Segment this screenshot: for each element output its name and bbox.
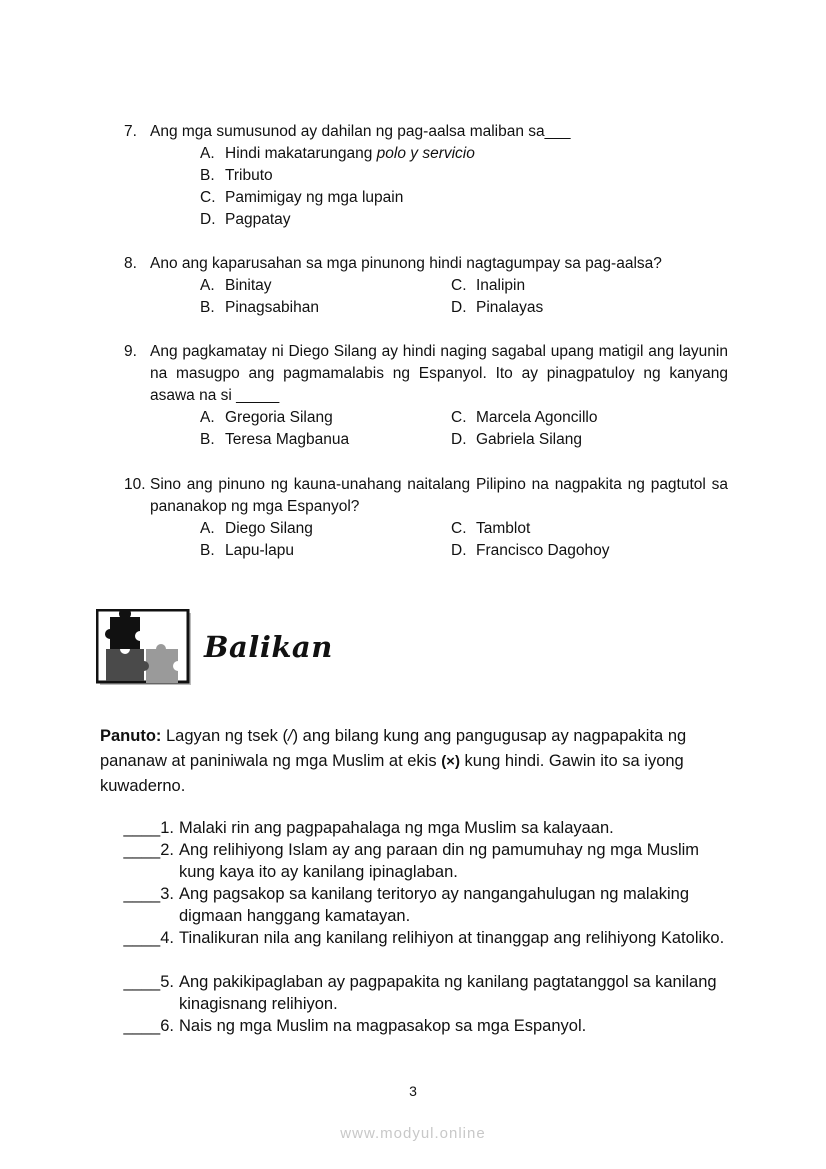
question-stem: Ang pagkamatay ni Diego Silang ay hindi naging sagabal upang matigil ang layunin na masugpo ang pagmamalabis ng Espanyol. Ito ay pinagpatuloy ng kanyang asawa na si _____: [150, 343, 728, 404]
puzzle-pieces-icon: [96, 609, 192, 686]
watermark: www.modyul.online: [340, 1125, 486, 1142]
option-a: A. Gregoria Silang: [200, 409, 333, 426]
option-d: D. Pagpatay: [200, 211, 291, 228]
option-a: A. Binitay: [200, 277, 272, 294]
question-9: [124, 341, 728, 451]
item-text: Ang pakikipaglaban ay pagpapakita ng kanilang pagtatanggol sa kanilang kinagisnang relihiyon.: [179, 973, 717, 1013]
question-10: [124, 474, 728, 562]
option-b: B. Lapu-lapu: [200, 542, 294, 559]
option-c: C. Marcela Agoncillo: [451, 409, 598, 426]
answer-blank: ____5.: [123, 973, 174, 991]
page-number: 3: [409, 1083, 417, 1099]
question-stem: Ang mga sumusunod ay dahilan ng pag-aalsa maliban sa___: [150, 123, 571, 140]
option-c: C. Tamblot: [451, 520, 531, 537]
question-7: [124, 121, 728, 231]
list-item: [112, 839, 732, 883]
item-text: Malaki rin ang pagpapahalaga ng mga Muslim sa kalayaan.: [179, 819, 614, 837]
option-c: C. Inalipin: [451, 277, 526, 294]
instructions-label: Panuto:: [100, 727, 162, 745]
question-number: 8.: [124, 255, 137, 272]
question-number: 10.: [124, 476, 146, 493]
list-item: [112, 817, 732, 839]
list-item: [112, 927, 732, 949]
option-b: B. Teresa Magbanua: [200, 431, 350, 448]
answer-blank: ____2.: [123, 841, 174, 859]
question-stem: Ano ang kaparusahan sa mga pinunong hindi nagtagumpay sa pag-aalsa?: [150, 255, 662, 272]
x-symbol: (×): [441, 753, 460, 770]
answer-blank: ____3.: [123, 885, 174, 903]
list-item: [112, 1015, 732, 1037]
option-c: C. Pamimigay ng mga lupain: [200, 189, 404, 206]
item-text: Tinalikuran nila ang kanilang relihiyon at tinanggap ang relihiyong Katoliko.: [179, 929, 725, 947]
question-number: 7.: [124, 123, 137, 140]
list-item: [112, 971, 732, 1015]
item-text: Ang relihiyong Islam ay ang paraan din ng pamumuhay ng mga Muslim kung kaya ito ay kanilang ipinaglaban.: [179, 841, 700, 881]
answer-blank: ____6.: [123, 1017, 174, 1035]
option-d: D. Gabriela Silang: [451, 431, 582, 448]
option-d: D. Pinalayas: [451, 299, 544, 316]
answer-blank: ____4.: [123, 929, 174, 947]
item-text: Nais ng mga Muslim na magpasakop sa mga Espanyol.: [179, 1017, 587, 1035]
option-b: B. Pinagsabihan: [200, 299, 319, 316]
section-title: Balikan: [204, 630, 333, 664]
answer-blank: ____1.: [123, 819, 174, 837]
question-stem: Sino ang pinuno ng kauna-unahang naitalang Pilipino na nagpakita ng pagtutol sa pananakop ng mga Espanyol?: [150, 476, 728, 515]
question-8: [124, 253, 728, 319]
option-a: A. Diego Silang: [200, 520, 313, 537]
question-number: 9.: [124, 343, 137, 360]
option-d: D. Francisco Dagohoy: [451, 542, 610, 559]
check-symbol: /: [288, 727, 293, 745]
item-text: Ang pagsakop sa kanilang teritoryo ay nangangahulugan ng malaking digmaan hanggang kamatayan.: [179, 885, 690, 925]
option-b: B. Tributo: [200, 167, 273, 184]
instructions: Panuto: Lagyan ng tsek (/) ang bilang kung ang pangugusap ay nagpapakita ng pananaw at paniniwala ng mga Muslim at ekis (×) kung hindi. Gawin ito sa iyong kuwaderno.: [100, 727, 687, 795]
option-a: A. Hindi makatarungang polo y servicio: [200, 145, 475, 162]
list-item: [112, 883, 732, 927]
